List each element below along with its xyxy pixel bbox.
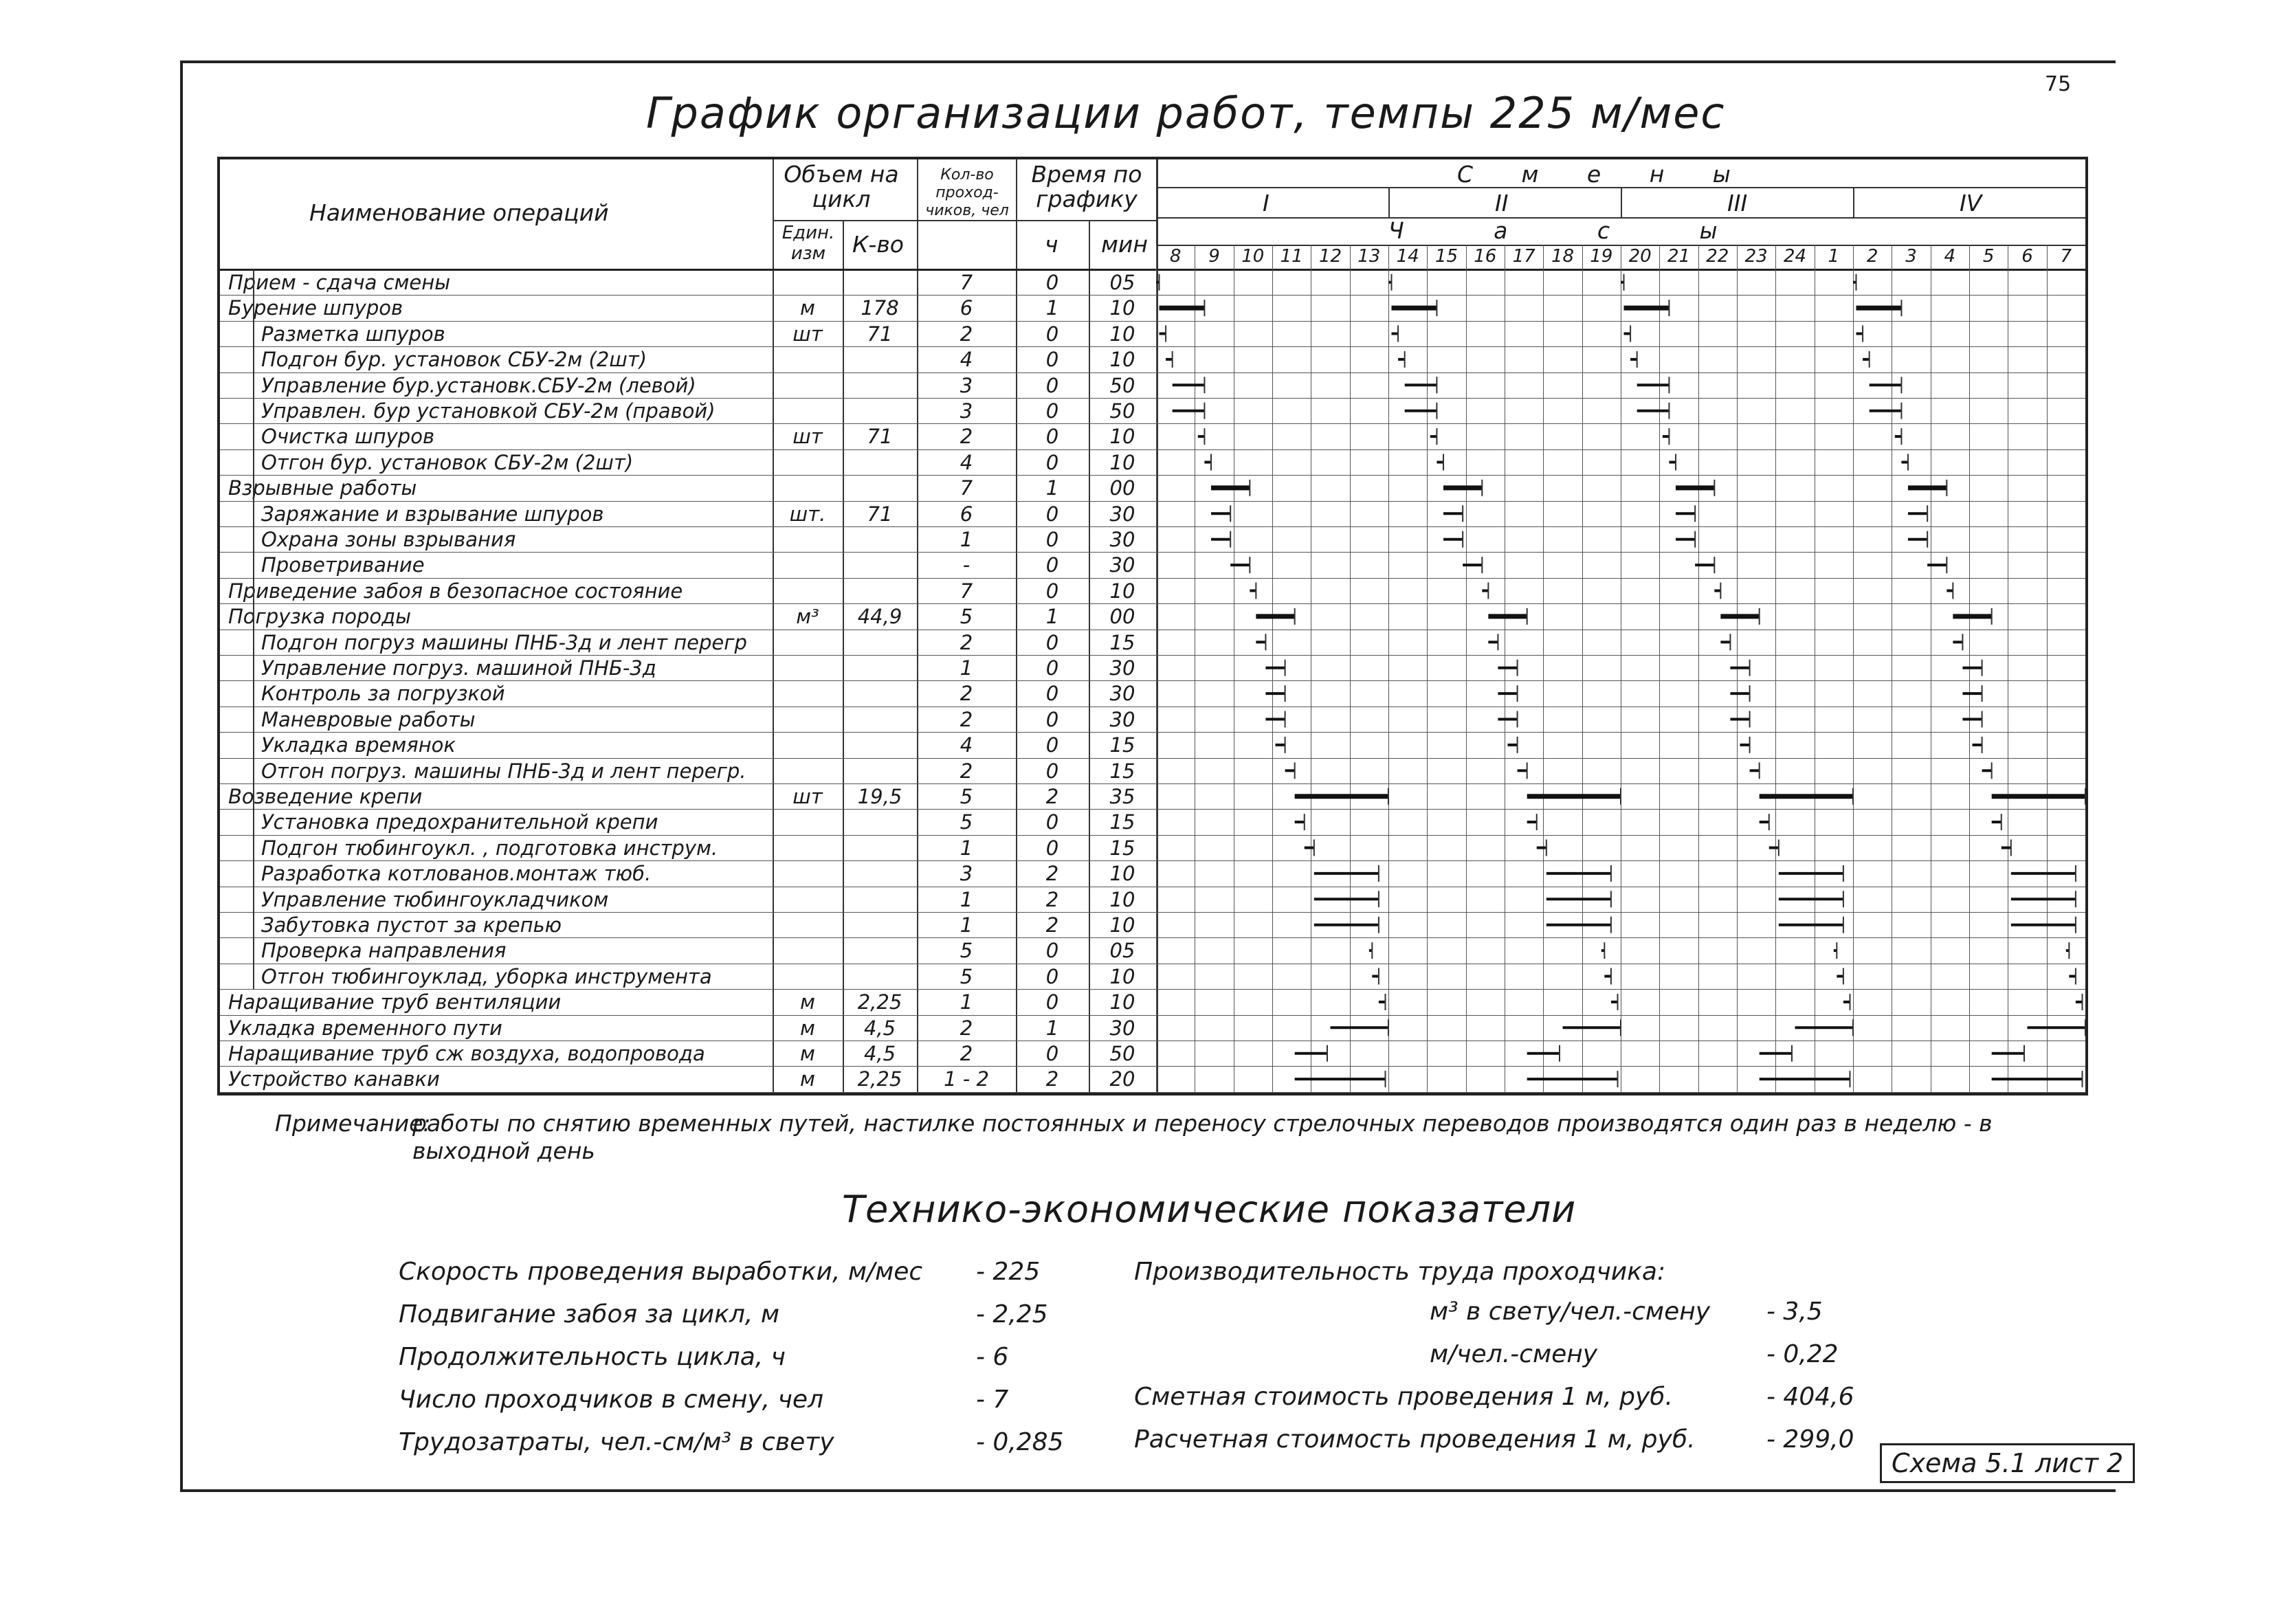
operation-workers: 2 — [960, 759, 973, 783]
operation-workers: 5 — [960, 964, 973, 988]
operation-hours: 0 — [1045, 990, 1059, 1014]
operation-workers: 1 — [960, 656, 973, 680]
operation-name: Подгон тюбингоукл. , подготовка инструм. — [261, 836, 718, 860]
shift-number: I — [1263, 190, 1269, 216]
operation-minutes: 05 — [1109, 271, 1135, 294]
operation-workers: 4 — [960, 733, 973, 757]
operation-name: Управление бур.установк.СБУ-2м (левой) — [261, 373, 696, 397]
hour-tick: 13 — [1357, 246, 1381, 267]
hour-tick: 9 — [1208, 246, 1220, 267]
operation-workers: 7 — [960, 271, 973, 294]
operation-hours: 0 — [1045, 425, 1059, 449]
operation-workers: 2 — [960, 682, 973, 706]
operation-hours: 0 — [1045, 964, 1059, 988]
hour-tick: 20 — [1628, 246, 1652, 267]
indicator-value: - 0,285 — [976, 1428, 1064, 1456]
hour-tick: 8 — [1169, 246, 1182, 267]
operation-hours: 0 — [1045, 707, 1059, 731]
operation-workers: 1 — [960, 528, 973, 551]
operation-workers: 3 — [960, 399, 973, 423]
operation-qty: 4,5 — [863, 1016, 896, 1040]
operation-qty: 71 — [867, 322, 893, 346]
operation-hours: 0 — [1045, 450, 1059, 474]
operation-qty: 2,25 — [857, 1067, 902, 1091]
operation-unit: м³ — [796, 605, 819, 629]
indicator-label: Продолжительность цикла, ч — [399, 1343, 786, 1371]
indicator-value: - 6 — [976, 1343, 1009, 1371]
operation-hours: 1 — [1045, 476, 1059, 500]
operation-hours: 0 — [1045, 733, 1059, 757]
shift-number: IV — [1960, 190, 1982, 216]
operation-qty: 44,9 — [857, 605, 902, 629]
operation-name: Взрывные работы — [228, 476, 417, 500]
indicator-label: Расчетная стоимость проведения 1 м, руб. — [1134, 1425, 1696, 1454]
operation-minutes: 05 — [1109, 939, 1135, 963]
hour-tick: 17 — [1512, 246, 1535, 267]
operation-name: Охрана зоны взрывания — [261, 528, 516, 551]
hour-tick: 24 — [1783, 246, 1807, 267]
operation-name: Отгон бур. установок СБУ-2м (2шт) — [261, 450, 634, 474]
operation-name: Контроль за погрузкой — [261, 682, 505, 706]
operation-name: Укладка времянок — [261, 733, 456, 757]
operation-hours: 0 — [1045, 348, 1059, 372]
operation-workers: 1 — [960, 887, 973, 911]
operation-hours: 0 — [1045, 939, 1059, 963]
operation-minutes: 10 — [1109, 964, 1135, 988]
operation-hours: 2 — [1045, 785, 1059, 808]
operation-minutes: 10 — [1109, 450, 1135, 474]
operation-workers: 5 — [960, 785, 973, 808]
operation-name: Отгон тюбингоуклад, уборка инструмента — [261, 964, 712, 988]
operation-workers: 4 — [960, 348, 973, 372]
operation-workers: 6 — [960, 296, 973, 320]
hour-tick: 1 — [1828, 246, 1840, 267]
operation-name: Погрузка породы — [228, 605, 412, 629]
operation-name: Наращивание труб сж воздуха, водопровода — [228, 1042, 705, 1065]
operation-minutes: 30 — [1109, 528, 1135, 551]
operation-hours: 0 — [1045, 553, 1059, 577]
operation-minutes: 10 — [1109, 425, 1135, 449]
indicator-label: м³ в свету/чел.-смену — [1430, 1298, 1711, 1326]
gantt-chart — [220, 159, 2085, 1093]
operation-workers: 6 — [960, 502, 973, 526]
shift-number: II — [1495, 190, 1509, 216]
operation-minutes: 15 — [1109, 759, 1135, 783]
operation-hours: 0 — [1045, 682, 1059, 706]
operation-minutes: 50 — [1109, 373, 1135, 397]
hour-tick: 11 — [1280, 246, 1303, 267]
header-qty: К-во — [852, 231, 904, 258]
operation-minutes: 15 — [1109, 630, 1135, 654]
operation-unit: шт. — [789, 502, 826, 526]
indicator-label: Подвигание забоя за цикл, м — [399, 1300, 779, 1328]
operation-name: Разметка шпуров — [261, 322, 445, 346]
operation-minutes: 30 — [1109, 502, 1135, 526]
operation-name: Управление погруз. машиной ПНБ-3д — [261, 656, 656, 680]
operation-workers: 1 — [960, 990, 973, 1014]
header-time: Время по графику — [1031, 161, 1142, 212]
indicator-value: - 225 — [976, 1258, 1041, 1286]
operation-qty: 71 — [867, 425, 893, 449]
indicator-label: Число проходчиков в смену, чел — [399, 1386, 823, 1414]
hour-tick: 16 — [1474, 246, 1497, 267]
operation-minutes: 10 — [1109, 862, 1135, 886]
indicator-value: - 299,0 — [1766, 1425, 1854, 1454]
operation-workers: 2 — [960, 707, 973, 731]
indicator-label: Сметная стоимость проведения 1 м, руб. — [1134, 1383, 1673, 1411]
operation-minutes: 10 — [1109, 296, 1135, 320]
operation-hours: 0 — [1045, 322, 1059, 346]
operation-name: Очистка шпуров — [261, 425, 435, 449]
operation-name: Подгон бур. установок СБУ-2м (2шт) — [261, 348, 647, 372]
indicator-label: Трудозатраты, чел.-см/м³ в свету — [399, 1428, 834, 1456]
operation-hours: 1 — [1045, 605, 1059, 629]
operation-unit: шт — [792, 785, 823, 808]
operation-minutes: 20 — [1109, 1067, 1135, 1091]
operation-workers: 5 — [960, 939, 973, 963]
operation-minutes: 00 — [1109, 476, 1135, 500]
hour-tick: 3 — [1905, 246, 1917, 267]
operation-unit: шт — [792, 425, 823, 449]
operation-workers: 7 — [960, 476, 973, 500]
operation-name: Возведение крепи — [228, 785, 423, 808]
operation-qty: 4,5 — [863, 1042, 896, 1065]
hour-tick: 19 — [1590, 246, 1613, 267]
header-hours: ч — [1045, 231, 1058, 258]
operation-minutes: 30 — [1109, 656, 1135, 680]
operation-hours: 0 — [1045, 271, 1059, 294]
operation-hours: 2 — [1045, 862, 1059, 886]
operation-minutes: 30 — [1109, 682, 1135, 706]
operation-name: Установка предохранительной крепи — [261, 810, 658, 834]
header-volume: Объем на цикл — [784, 161, 899, 212]
operation-name: Подгон погруз машины ПНБ-3д и лент перегр — [261, 630, 747, 654]
operation-unit: м — [800, 296, 815, 320]
operation-workers: 1 — [960, 913, 973, 937]
operation-hours: 1 — [1045, 296, 1059, 320]
operation-hours: 2 — [1045, 887, 1059, 911]
operation-minutes: 30 — [1109, 553, 1135, 577]
hour-tick: 4 — [1944, 246, 1956, 267]
indicator-value: - 2,25 — [976, 1300, 1048, 1328]
operation-hours: 0 — [1045, 1042, 1059, 1065]
operation-minutes: 50 — [1109, 399, 1135, 423]
operation-name: Отгон погруз. машины ПНБ-3д и лент перегр. — [261, 759, 746, 783]
operation-minutes: 15 — [1109, 810, 1135, 834]
operation-minutes: 15 — [1109, 836, 1135, 860]
hour-tick: 15 — [1434, 246, 1459, 267]
operation-name: Маневровые работы — [261, 707, 476, 731]
operation-minutes: 50 — [1109, 1042, 1135, 1065]
hour-tick: 5 — [1982, 246, 1995, 267]
operation-unit: м — [800, 990, 815, 1014]
hour-tick: 7 — [2060, 246, 2072, 267]
header-hours-label: Ч а с ы — [1388, 217, 1759, 244]
operation-unit: м — [800, 1067, 815, 1091]
page-title: График организации работ, темпы 225 м/мес — [646, 88, 1726, 138]
operation-workers: 7 — [960, 579, 973, 603]
operation-hours: 0 — [1045, 810, 1059, 834]
operation-hours: 0 — [1045, 528, 1059, 551]
operation-hours: 0 — [1045, 502, 1059, 526]
operation-hours: 0 — [1045, 759, 1059, 783]
operation-hours: 0 — [1045, 630, 1059, 654]
operation-workers: 2 — [960, 1016, 973, 1040]
operation-minutes: 15 — [1109, 733, 1135, 757]
operation-workers: 5 — [960, 810, 973, 834]
sheet-stamp: Схема 5.1 лист 2 — [1880, 1443, 2135, 1483]
operation-hours: 2 — [1045, 913, 1059, 937]
operation-name: Устройство канавки — [228, 1067, 440, 1091]
operation-workers: 3 — [960, 862, 973, 886]
operation-workers: 3 — [960, 373, 973, 397]
operation-hours: 0 — [1045, 836, 1059, 860]
note-text: работы по снятию временных путей, настилке постоянных и переносу стрелочных переводов производятся один раз в неделю - в выходной день — [412, 1110, 1993, 1164]
operation-name: Наращивание труб вентиляции — [228, 990, 562, 1014]
operation-minutes: 10 — [1109, 913, 1135, 937]
hour-tick: 21 — [1667, 246, 1691, 267]
hour-tick: 10 — [1241, 246, 1265, 267]
operation-workers: 1 - 2 — [944, 1067, 989, 1091]
operation-name: Управлен. бур установкой СБУ-2м (правой) — [261, 399, 716, 423]
hour-tick: 22 — [1706, 246, 1729, 267]
indicator-label: м/чел.-смену — [1430, 1340, 1598, 1368]
hour-tick: 12 — [1318, 246, 1342, 267]
operation-name: Разработка котлованов.монтаж тюб. — [261, 862, 652, 886]
header-operations: Наименование операций — [309, 199, 609, 226]
operation-name: Проветривание — [261, 553, 425, 577]
operation-hours: 1 — [1045, 1016, 1059, 1040]
indicators-title: Технико-экономические показатели — [842, 1188, 1577, 1231]
note-label: Примечание: — [275, 1110, 431, 1137]
operation-name: Укладка временного пути — [228, 1016, 502, 1040]
indicator-value: - 404,6 — [1766, 1383, 1854, 1411]
operation-workers: 1 — [960, 836, 973, 860]
indicator-value: - 0,22 — [1766, 1340, 1839, 1368]
operation-name: Забутовка пустот за крепью — [261, 913, 562, 937]
operation-unit: шт — [792, 322, 823, 346]
hour-tick: 23 — [1744, 246, 1768, 267]
operation-minutes: 10 — [1109, 348, 1135, 372]
operation-workers: - — [962, 553, 971, 577]
operation-name: Управление тюбингоукладчиком — [261, 887, 609, 911]
operation-qty: 19,5 — [857, 785, 902, 808]
schedule-table — [217, 157, 2088, 1095]
hour-tick: 6 — [2021, 246, 2033, 267]
operation-minutes: 30 — [1109, 1016, 1135, 1040]
operation-name: Бурение шпуров — [228, 296, 403, 320]
operation-hours: 0 — [1045, 373, 1059, 397]
productivity-heading: Производительность труда проходчика: — [1134, 1258, 1666, 1286]
operation-workers: 2 — [960, 630, 973, 654]
operation-minutes: 10 — [1109, 887, 1135, 911]
operation-name: Приведение забоя в безопасное состояние — [228, 579, 683, 603]
operation-minutes: 10 — [1109, 322, 1135, 346]
operation-unit: м — [800, 1042, 815, 1065]
operation-name: Заряжание и взрывание шпуров — [261, 502, 604, 526]
operation-minutes: 30 — [1109, 707, 1135, 731]
indicator-value: - 7 — [976, 1386, 1009, 1414]
operation-name: Прием - сдача смены — [228, 271, 451, 294]
indicator-value: - 3,5 — [1766, 1298, 1823, 1326]
operation-hours: 0 — [1045, 656, 1059, 680]
operation-workers: 2 — [960, 425, 973, 449]
header-minutes: мин — [1101, 231, 1148, 258]
header-shifts: С м е н ы — [1457, 161, 1751, 188]
operation-workers: 2 — [960, 1042, 973, 1065]
shift-number: III — [1727, 190, 1748, 216]
indicator-label: Скорость проведения выработки, м/мес — [399, 1258, 923, 1286]
operation-workers: 2 — [960, 322, 973, 346]
operation-qty: 71 — [867, 502, 893, 526]
operation-name: Проверка направления — [261, 939, 507, 963]
operation-workers: 5 — [960, 605, 973, 629]
operation-hours: 0 — [1045, 399, 1059, 423]
operation-minutes: 10 — [1109, 990, 1135, 1014]
hour-tick: 2 — [1866, 246, 1878, 267]
header-unit: Един. изм — [781, 223, 835, 264]
operation-hours: 0 — [1045, 579, 1059, 603]
operation-minutes: 00 — [1109, 605, 1135, 629]
hour-tick: 14 — [1396, 246, 1419, 267]
operation-workers: 4 — [960, 450, 973, 474]
header-workers: Кол-во проход- чиков, чел — [925, 166, 1009, 219]
operation-unit: м — [800, 1016, 815, 1040]
hour-tick: 18 — [1551, 246, 1575, 267]
page-number: 75 — [2045, 72, 2072, 96]
operation-minutes: 10 — [1109, 579, 1135, 603]
operation-minutes: 35 — [1109, 785, 1135, 808]
operation-qty: 178 — [861, 296, 899, 320]
operation-qty: 2,25 — [857, 990, 902, 1014]
operation-hours: 2 — [1045, 1067, 1059, 1091]
